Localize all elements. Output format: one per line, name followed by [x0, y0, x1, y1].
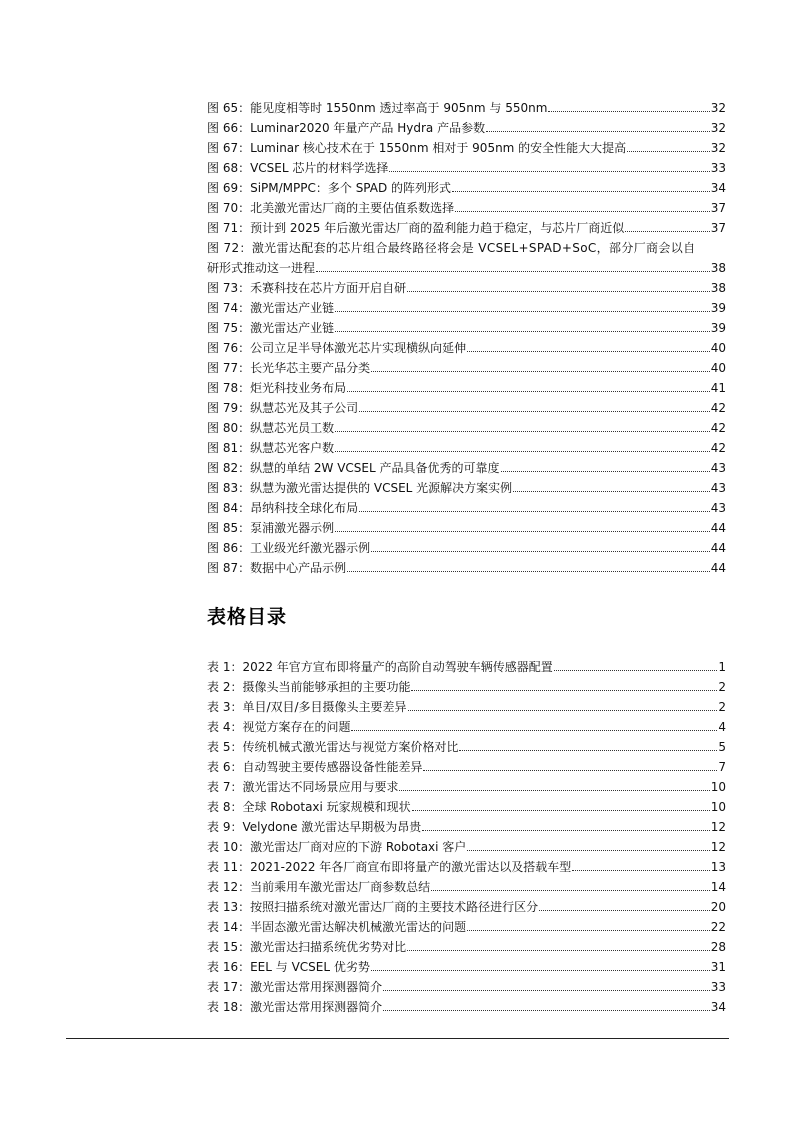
dot-leader — [554, 670, 718, 671]
toc-entry-page: 38 — [710, 281, 726, 295]
toc-entry-page: 32 — [710, 101, 726, 115]
dot-leader — [371, 551, 710, 552]
toc-entry-page: 10 — [710, 800, 726, 814]
toc-entry-label: 图 84：昂纳科技全球化布局 — [207, 501, 359, 515]
dot-leader — [347, 571, 710, 572]
toc-entry-label: 表 10：激光雷达厂商对应的下游 Robotaxi 客户 — [207, 840, 467, 854]
toc-entry-table-6[interactable] — [207, 755, 726, 775]
dot-leader — [411, 690, 717, 691]
dot-leader — [359, 411, 710, 412]
toc-entry-page: 28 — [710, 940, 726, 954]
toc-entry-figure-76[interactable] — [207, 336, 726, 356]
toc-entry-label: 表 5：传统机械式激光雷达与视觉方案价格对比 — [207, 740, 459, 754]
toc-entry-label: 图 76：公司立足半导体激光芯片实现横纵向延伸 — [207, 341, 467, 355]
toc-entry-label: 图 67：Luminar 核心技术在于 1550nm 相对于 905nm 的安全性能大大提高 — [207, 141, 627, 155]
toc-entry-page: 43 — [710, 501, 726, 515]
dot-leader — [351, 730, 717, 731]
toc-entry-label: 图 69：SiPM/MPPC：多个 SPAD 的阵列形式 — [207, 181, 452, 195]
dot-leader — [399, 790, 709, 791]
dot-leader — [501, 471, 710, 472]
toc-entry-page: 7 — [718, 760, 726, 774]
toc-entry-page: 13 — [710, 860, 726, 874]
toc-entry-figure-71[interactable] — [207, 216, 726, 236]
dot-leader — [459, 750, 717, 751]
dot-leader — [431, 890, 710, 891]
toc-entry-label: 表 4：视觉方案存在的问题 — [207, 720, 351, 734]
toc-entry-table-13[interactable] — [207, 895, 726, 915]
toc-entry-page: 20 — [710, 900, 726, 914]
toc-entry-table-8[interactable] — [207, 795, 726, 815]
dot-leader — [316, 271, 710, 272]
toc-entry-page: 42 — [710, 401, 726, 415]
toc-entry-label-continued: 研形式推动这一进程 — [207, 261, 316, 275]
dot-leader — [383, 1010, 710, 1011]
dot-leader — [452, 191, 710, 192]
toc-entry-page: 4 — [718, 720, 726, 734]
toc-entry-table-7[interactable] — [207, 775, 726, 795]
toc-entry-label: 表 6：自动驾驶主要传感器设备性能差异 — [207, 760, 423, 774]
toc-entry-page: 37 — [710, 201, 726, 215]
toc-entry-figure-72-line2[interactable] — [207, 256, 726, 276]
toc-entry-label: 表 8：全球 Robotaxi 玩家规模和现状 — [207, 800, 411, 814]
toc-entry-label: 图 78：炬光科技业务布局 — [207, 381, 347, 395]
toc-entry-table-11[interactable] — [207, 855, 726, 875]
toc-entry-figure-67[interactable] — [207, 136, 726, 156]
toc-entry-label: 图 72：激光雷达配套的芯片组合最终路径将会是 VCSEL+SPAD+SoC，部分厂商会以自 — [207, 241, 696, 255]
dot-leader — [359, 511, 710, 512]
toc-entry-page: 32 — [710, 141, 726, 155]
toc-entry-table-5[interactable] — [207, 735, 726, 755]
toc-entry-page: 33 — [710, 161, 726, 175]
toc-entry-figure-86[interactable] — [207, 536, 726, 556]
toc-entry-figure-68[interactable] — [207, 156, 726, 176]
toc-entry-label: 表 1：2022 年官方宣布即将量产的高阶自动驾驶车辆传感器配置 — [207, 660, 553, 674]
toc-entry-page: 42 — [710, 421, 726, 435]
toc-entry-page: 43 — [710, 481, 726, 495]
toc-entry-label: 图 73：禾赛科技在芯片方面开启自研 — [207, 281, 407, 295]
dot-leader — [335, 451, 710, 452]
toc-entry-label: 图 80：纵慧芯光员工数 — [207, 421, 335, 435]
toc-entry-table-16[interactable] — [207, 955, 726, 975]
toc-entry-label: 图 68：VCSEL 芯片的材料学选择 — [207, 161, 389, 175]
toc-entry-figure-83[interactable] — [207, 476, 726, 496]
toc-entry-label: 图 83：纵慧为激光雷达提供的 VCSEL 光源解决方案实例 — [207, 481, 513, 495]
dot-leader — [548, 111, 709, 112]
toc-entry-page: 14 — [710, 880, 726, 894]
toc-entry-page: 44 — [710, 541, 726, 555]
toc-entry-figure-82[interactable] — [207, 456, 726, 476]
dot-leader — [335, 331, 710, 332]
toc-entry-page: 5 — [718, 740, 726, 754]
toc-entry-table-4[interactable] — [207, 715, 726, 735]
toc-entry-figure-79[interactable] — [207, 396, 726, 416]
toc-entry-figure-77[interactable] — [207, 356, 726, 376]
toc-entry-page: 10 — [710, 780, 726, 794]
toc-entry-table-15[interactable] — [207, 935, 726, 955]
toc-entry-page: 43 — [710, 461, 726, 475]
dot-leader — [539, 910, 710, 911]
toc-entry-table-17[interactable] — [207, 975, 726, 995]
toc-entry-table-14[interactable] — [207, 915, 726, 935]
toc-entry-figure-75[interactable] — [207, 316, 726, 336]
toc-entry-table-2[interactable] — [207, 675, 726, 695]
toc-entry-figure-65[interactable] — [207, 96, 726, 116]
toc-entry-figure-80[interactable] — [207, 416, 726, 436]
toc-entry-page: 39 — [710, 321, 726, 335]
toc-entry-label: 图 75：激光雷达产业链 — [207, 321, 335, 335]
table-index-heading: 表格目录 — [207, 606, 288, 628]
toc-entry-figure-66[interactable] — [207, 116, 726, 136]
dot-leader — [467, 930, 710, 931]
toc-entry-page: 40 — [710, 341, 726, 355]
dot-leader — [347, 391, 710, 392]
toc-entry-page: 12 — [710, 820, 726, 834]
dot-leader — [625, 231, 709, 232]
toc-entry-label: 图 66：Luminar2020 年量产产品 Hydra 产品参数 — [207, 121, 486, 135]
dot-leader — [371, 371, 710, 372]
toc-entry-label: 表 13：按照扫描系统对激光雷达厂商的主要技术路径进行区分 — [207, 900, 539, 914]
dot-leader — [335, 431, 710, 432]
toc-entry-table-10[interactable] — [207, 835, 726, 855]
toc-entry-page: 34 — [710, 1000, 726, 1014]
toc-entry-label: 图 74：激光雷达产业链 — [207, 301, 335, 315]
toc-entry-page: 44 — [710, 561, 726, 575]
toc-entry-figure-74[interactable] — [207, 296, 726, 316]
toc-entry-figure-73[interactable] — [207, 276, 726, 296]
dot-leader — [467, 351, 710, 352]
toc-entry-label: 图 70：北美激光雷达厂商的主要估值系数选择 — [207, 201, 455, 215]
toc-entry-table-18[interactable] — [207, 995, 726, 1015]
table-index — [207, 655, 726, 1015]
dot-leader — [455, 211, 710, 212]
toc-entry-label: 表 16：EEL 与 VCSEL 优劣势 — [207, 960, 370, 974]
toc-entry-label: 表 14：半固态激光雷达解决机械激光雷达的问题 — [207, 920, 467, 934]
toc-entry-figure-70[interactable] — [207, 196, 726, 216]
dot-leader — [513, 491, 710, 492]
toc-entry-figure-87[interactable] — [207, 556, 726, 576]
toc-entry-label: 表 7：激光雷达不同场景应用与要求 — [207, 780, 399, 794]
toc-entry-page: 31 — [710, 960, 726, 974]
toc-entry-label: 图 65：能见度相等时 1550nm 透过率高于 905nm 与 550nm — [207, 101, 548, 115]
toc-entry-label: 图 81：纵慧芯光客户数 — [207, 441, 335, 455]
toc-entry-page: 39 — [710, 301, 726, 315]
dot-leader — [335, 531, 710, 532]
toc-entry-label: 图 71：预计到 2025 年后激光雷达厂商的盈利能力趋于稳定，与芯片厂商近似 — [207, 221, 625, 235]
dot-leader — [467, 850, 709, 851]
dot-leader — [335, 311, 710, 312]
toc-entry-label: 表 2：摄像头当前能够承担的主要功能 — [207, 680, 411, 694]
toc-entry-page: 33 — [710, 980, 726, 994]
toc-entry-label: 表 11：2021-2022 年各厂商宣布即将量产的激光雷达以及搭载车型 — [207, 860, 572, 874]
toc-entry-label: 图 82：纵慧的单结 2W VCSEL 产品具备优秀的可靠度 — [207, 461, 500, 475]
dot-leader — [407, 291, 710, 292]
toc-entry-page: 37 — [710, 221, 726, 235]
toc-entry-figure-72-line1[interactable] — [207, 236, 726, 256]
toc-entry-figure-78[interactable] — [207, 376, 726, 396]
toc-entry-figure-85[interactable] — [207, 516, 726, 536]
toc-entry-label: 表 9：Velydone 激光雷达早期极为昂贵 — [207, 820, 422, 834]
footer-divider — [66, 1038, 729, 1039]
dot-leader — [572, 870, 709, 871]
toc-entry-page: 32 — [710, 121, 726, 135]
dot-leader — [371, 970, 710, 971]
dot-leader — [412, 810, 710, 811]
dot-leader — [408, 710, 718, 711]
toc-entry-figure-69[interactable] — [207, 176, 726, 196]
toc-entry-table-9[interactable] — [207, 815, 726, 835]
toc-entry-page: 44 — [710, 521, 726, 535]
figure-index — [207, 96, 726, 576]
dot-leader — [627, 151, 710, 152]
toc-entry-label: 图 87：数据中心产品示例 — [207, 561, 347, 575]
dot-leader — [422, 830, 709, 831]
toc-entry-page: 1 — [718, 660, 726, 674]
toc-entry-page: 2 — [718, 700, 726, 714]
toc-entry-label: 图 79：纵慧芯光及其子公司 — [207, 401, 359, 415]
toc-entry-label: 表 3：单目/双目/多目摄像头主要差异 — [207, 700, 407, 714]
dot-leader — [486, 131, 710, 132]
toc-entry-page: 12 — [710, 840, 726, 854]
toc-entry-label: 图 85：泵浦激光器示例 — [207, 521, 335, 535]
dot-leader — [383, 990, 710, 991]
toc-entry-label: 表 12：当前乘用车激光雷达厂商参数总结 — [207, 880, 431, 894]
toc-entry-page: 42 — [710, 441, 726, 455]
toc-entry-figure-81[interactable] — [207, 436, 726, 456]
toc-entry-page: 22 — [710, 920, 726, 934]
toc-entry-table-12[interactable] — [207, 875, 726, 895]
dot-leader — [389, 171, 709, 172]
toc-entry-label: 图 77：长光华芯主要产品分类 — [207, 361, 371, 375]
toc-entry-page: 2 — [718, 680, 726, 694]
toc-entry-page: 34 — [710, 181, 726, 195]
dot-leader — [407, 950, 710, 951]
toc-entry-label: 表 17：激光雷达常用探测器简介 — [207, 980, 383, 994]
toc-entry-page: 40 — [710, 361, 726, 375]
toc-entry-table-3[interactable] — [207, 695, 726, 715]
toc-entry-label: 图 86：工业级光纤激光器示例 — [207, 541, 371, 555]
toc-entry-page: 38 — [710, 261, 726, 275]
toc-entry-label: 表 18：激光雷达常用探测器简介 — [207, 1000, 383, 1014]
toc-entry-page: 41 — [710, 381, 726, 395]
toc-entry-figure-84[interactable] — [207, 496, 726, 516]
toc-entry-label: 表 15：激光雷达扫描系统优劣势对比 — [207, 940, 407, 954]
toc-entry-table-1[interactable] — [207, 655, 726, 675]
dot-leader — [423, 770, 717, 771]
